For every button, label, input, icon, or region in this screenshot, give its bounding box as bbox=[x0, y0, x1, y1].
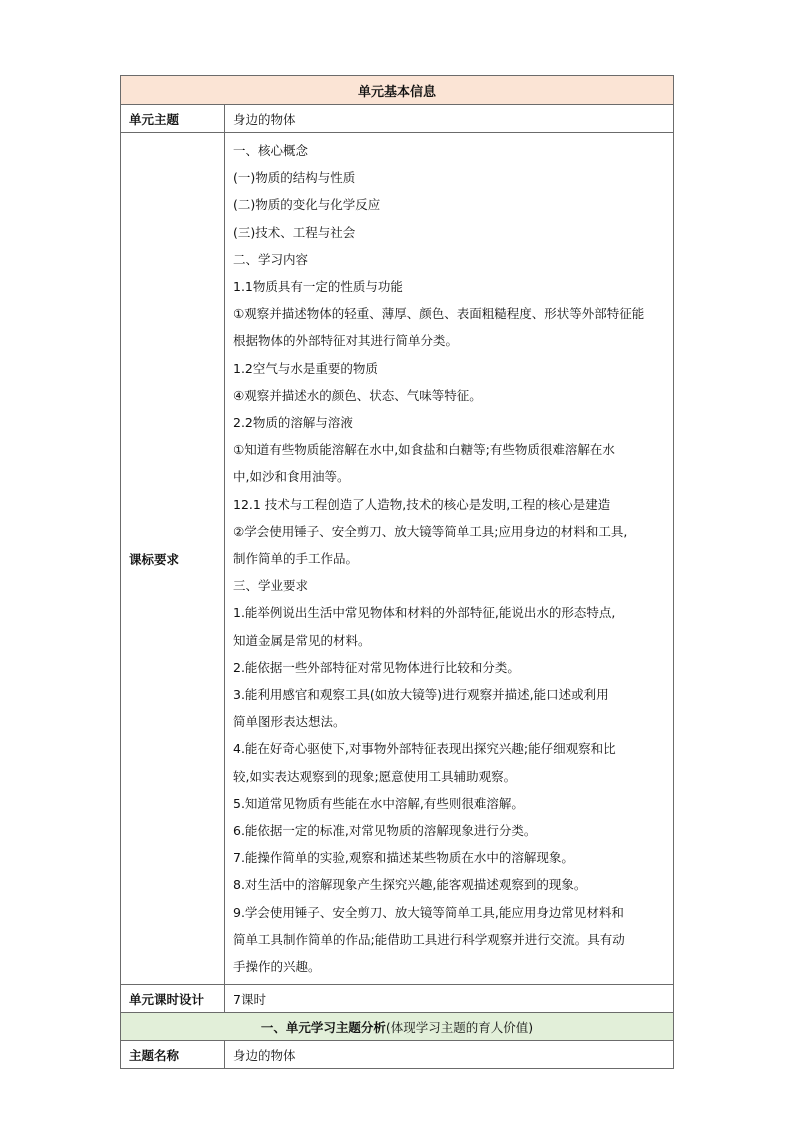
unit-info-table bbox=[120, 75, 674, 1069]
standards-line: 1.1物质具有一定的性质与功能 bbox=[233, 279, 403, 295]
table-title: 单元基本信息 bbox=[121, 76, 674, 105]
standards-line: 4.能在好奇心驱使下,对事物外部特征表现出探究兴趣;能仔细观察和比 bbox=[233, 741, 616, 757]
standards-line: ②学会使用锤子、安全剪刀、放大镜等简单工具;应用身边的材料和工具, bbox=[233, 523, 628, 539]
hours-value: 7课时 bbox=[225, 985, 674, 1013]
standards-line: 制作简单的手工作品。 bbox=[233, 551, 359, 567]
standards-line: 简单工具制作简单的作品;能借助工具进行科学观察并进行交流。具有动 bbox=[233, 931, 625, 947]
standards-line: 5.知道常见物质有些能在水中溶解,有些则很难溶解。 bbox=[233, 795, 524, 811]
unit-subject-value: 身边的物体 bbox=[225, 105, 674, 133]
standards-line: 中,如沙和食用油等。 bbox=[233, 469, 350, 485]
standards-line: 2.能依据一些外部特征对常见物体进行比较和分类。 bbox=[233, 659, 520, 675]
topic-name-value: 身边的物体 bbox=[225, 1041, 674, 1069]
standards-line: 8.对生活中的溶解现象产生探究兴趣,能客观描述观察到的现象。 bbox=[233, 877, 587, 893]
standards-line: 2.2物质的溶解与溶液 bbox=[233, 415, 353, 431]
standards-line: 9.学会使用锤子、安全剪刀、放大镜等简单工具,能应用身边常见材料和 bbox=[233, 904, 624, 920]
standards-line: (三)技术、工程与社会 bbox=[233, 224, 356, 240]
standards-line: 7.能操作简单的实验,观察和描述某些物质在水中的溶解现象。 bbox=[233, 850, 574, 866]
standards-line: 二、学习内容 bbox=[233, 251, 309, 267]
standards-line: 手操作的兴趣。 bbox=[233, 959, 321, 975]
standards-line: 12.1 技术与工程创造了人造物,技术的核心是发明,工程的核心是建造 bbox=[233, 496, 611, 512]
section-header bbox=[121, 1013, 674, 1041]
unit-subject-label: 单元主题 bbox=[121, 105, 225, 133]
topic-name-label: 主题名称 bbox=[121, 1041, 225, 1069]
standards-line: ①知道有些物质能溶解在水中,如食盐和白糖等;有些物质很难溶解在水 bbox=[233, 442, 615, 458]
standards-line: 1.2空气与水是重要的物质 bbox=[233, 360, 378, 376]
section-title-rest: (体现学习主题的育人价值) bbox=[385, 1019, 534, 1035]
hours-label: 单元课时设计 bbox=[121, 985, 225, 1013]
standards-content bbox=[225, 133, 674, 985]
standards-line: 一、核心概念 bbox=[233, 143, 309, 158]
standards-label: 课标要求 bbox=[121, 133, 225, 985]
standards-line: (一)物质的结构与性质 bbox=[233, 170, 356, 186]
section-title-bold: 一、单元学习主题分析 bbox=[260, 1019, 386, 1035]
standards-line: 3.能利用感官和观察工具(如放大镜等)进行观察并描述,能口述或利用 bbox=[233, 687, 609, 703]
standards-line: (二)物质的变化与化学反应 bbox=[233, 197, 381, 213]
standards-line: 根据物体的外部特征对其进行简单分类。 bbox=[233, 333, 459, 349]
standards-line: 知道金属是常见的材料。 bbox=[233, 632, 371, 648]
standards-line: 简单图形表达想法。 bbox=[233, 714, 346, 730]
standards-line: 1.能举例说出生活中常见物体和材料的外部特征,能说出水的形态特点, bbox=[233, 605, 616, 621]
standards-line: 6.能依据一定的标准,对常见物质的溶解现象进行分类。 bbox=[233, 823, 537, 839]
standards-line: 三、学业要求 bbox=[233, 578, 309, 594]
standards-line: 较,如实表达观察到的现象;愿意使用工具辅助观察。 bbox=[233, 768, 517, 784]
standards-line: ①观察并描述物体的轻重、薄厚、颜色、表面粗糙程度、形状等外部特征能 bbox=[233, 306, 645, 322]
standards-line: ④观察并描述水的颜色、状态、气味等特征。 bbox=[233, 387, 482, 403]
